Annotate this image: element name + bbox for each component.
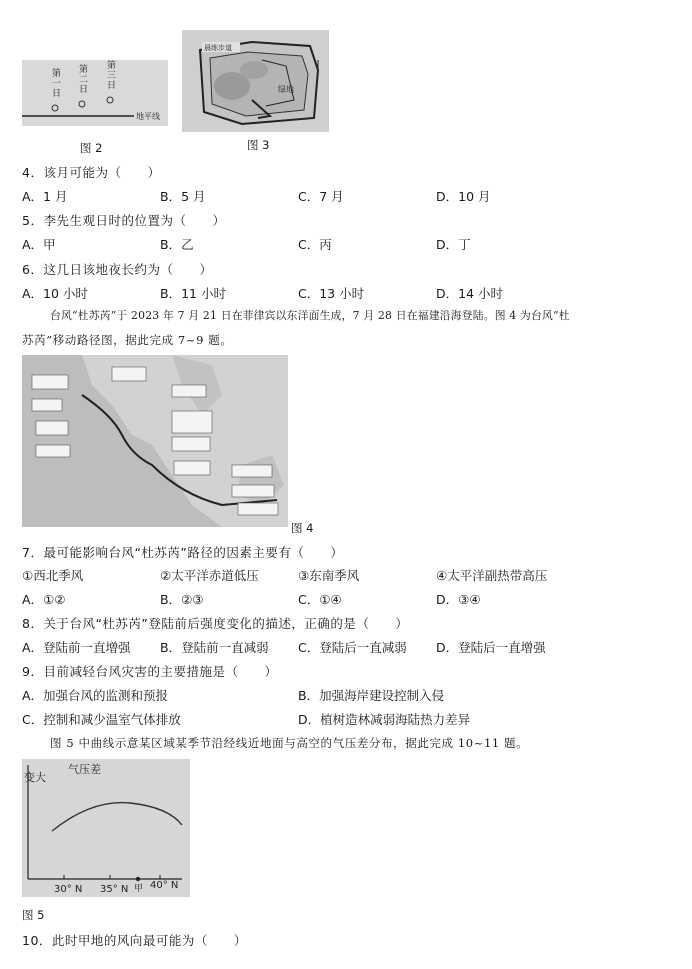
- q7-factor-3: ③东南季风: [298, 568, 360, 583]
- figure-3-caption: 图 3: [247, 138, 270, 152]
- figure-5-chart: [22, 759, 190, 897]
- q5-option-d[interactable]: D．丁: [436, 237, 471, 252]
- q9-option-a[interactable]: A．加强台风的监测和预报: [22, 688, 169, 703]
- q6-option-d[interactable]: D．14 小时: [436, 286, 504, 301]
- q9-option-b[interactable]: B．加强海岸建设控制入侵: [298, 688, 445, 703]
- q7-factor-2: ②太平洋赤道低压: [160, 568, 259, 583]
- question-5-stem: 5．李先生观日时的位置为（ ）: [22, 213, 226, 228]
- fig5-series-label: 气压差: [68, 763, 101, 776]
- q8-option-d[interactable]: D．登陆后一直增强: [436, 640, 546, 655]
- fig2-day3: 第三日: [107, 61, 117, 91]
- q4-option-d[interactable]: D．10 月: [436, 189, 491, 204]
- q5-option-b[interactable]: B．乙: [160, 237, 194, 252]
- sun-icon-day2: [79, 101, 85, 107]
- q6-option-b[interactable]: B．11 小时: [160, 286, 226, 301]
- point-jia-marker: [136, 877, 140, 881]
- q9-option-d[interactable]: D．植树造林减弱海陆热力差异: [298, 712, 471, 727]
- figure-4-image: [22, 355, 288, 527]
- figure-2-drawing: [22, 60, 168, 126]
- fig2-horizon-label: 地平线: [136, 112, 160, 121]
- fig5-tick-jia: 甲: [134, 884, 144, 894]
- sun-icon-day1: [52, 105, 58, 111]
- q4-option-c[interactable]: C．7 月: [298, 189, 344, 204]
- fig5-y-label: 变大: [24, 771, 46, 784]
- figure-2-caption: 图 2: [80, 141, 103, 155]
- fig2-day1: 第一日: [52, 69, 62, 99]
- pressure-difference-curve: [52, 803, 182, 831]
- figure-3-drawing: [182, 30, 329, 132]
- fig5-tick-35n: 35° N: [100, 884, 129, 895]
- figure-5-caption: 图 5: [22, 908, 45, 922]
- q9-option-c[interactable]: C．控制和减少温室气体排放: [22, 712, 181, 727]
- q7-factor-1: ①西北季风: [22, 568, 84, 583]
- q7-option-d[interactable]: D．③④: [436, 592, 481, 607]
- q4-option-a[interactable]: A．1 月: [22, 189, 68, 204]
- figure-4-drawing: [22, 355, 288, 527]
- q8-option-b[interactable]: B．登陆前一直减弱: [160, 640, 269, 655]
- q7-option-c[interactable]: C．①④: [298, 592, 342, 607]
- q8-option-a[interactable]: A．登陆前一直增强: [22, 640, 131, 655]
- intro-paragraph-line-1: 台风“杜苏芮”于 2023 年 7 月 21 日在菲律宾以东洋面生成，7 月 28 日在福建沿海登陆。图 4 为台风“杜: [50, 309, 570, 322]
- q7-option-a[interactable]: A．①②: [22, 592, 66, 607]
- figure-4-caption: 图 4: [291, 521, 314, 535]
- question-7-stem: 7．最可能影响台风“杜苏芮”路径的因素主要有（ ）: [22, 545, 344, 560]
- intro-paragraph-line-2: 苏芮”移动路径图，据此完成 7~9 题。: [22, 333, 233, 347]
- question-6-stem: 6．这几日该地夜长约为（ ）: [22, 262, 213, 277]
- fig5-tick-30n: 30° N: [54, 884, 83, 895]
- fig5-tick-40n: 40° N: [150, 880, 179, 891]
- q8-option-c[interactable]: C．登陆后一直减弱: [298, 640, 407, 655]
- figure-5-image: [22, 759, 190, 897]
- q5-option-c[interactable]: C．丙: [298, 237, 332, 252]
- figure-2-image: [22, 60, 168, 126]
- q6-option-a[interactable]: A．10 小时: [22, 286, 88, 301]
- q4-option-b[interactable]: B．5 月: [160, 189, 206, 204]
- figure-3-image: [182, 30, 329, 132]
- intro-paragraph-2: 图 5 中曲线示意某区域某季节沿经线近地面与高空的气压差分布，据此完成 10~11 题。: [50, 736, 529, 750]
- question-10-stem: 10．此时甲地的风向最可能为（ ）: [22, 933, 247, 948]
- q7-option-b[interactable]: B．②③: [160, 592, 204, 607]
- question-8-stem: 8．关于台风“杜苏芮”登陆前后强度变化的描述，正确的是（ ）: [22, 616, 409, 631]
- question-4-stem: 4．该月可能为（ ）: [22, 165, 161, 180]
- q7-factor-4: ④太平洋副热带高压: [436, 568, 548, 583]
- fig3-green-label: 绿地: [278, 85, 294, 94]
- question-9-stem: 9．目前减轻台风灾害的主要措施是（ ）: [22, 664, 278, 679]
- sun-icon-day3: [107, 97, 113, 103]
- fig2-day2: 第二日: [79, 65, 89, 95]
- q5-option-a[interactable]: A．甲: [22, 237, 56, 252]
- q6-option-c[interactable]: C．13 小时: [298, 286, 365, 301]
- fig3-trail-label: 晨练步道: [204, 44, 232, 52]
